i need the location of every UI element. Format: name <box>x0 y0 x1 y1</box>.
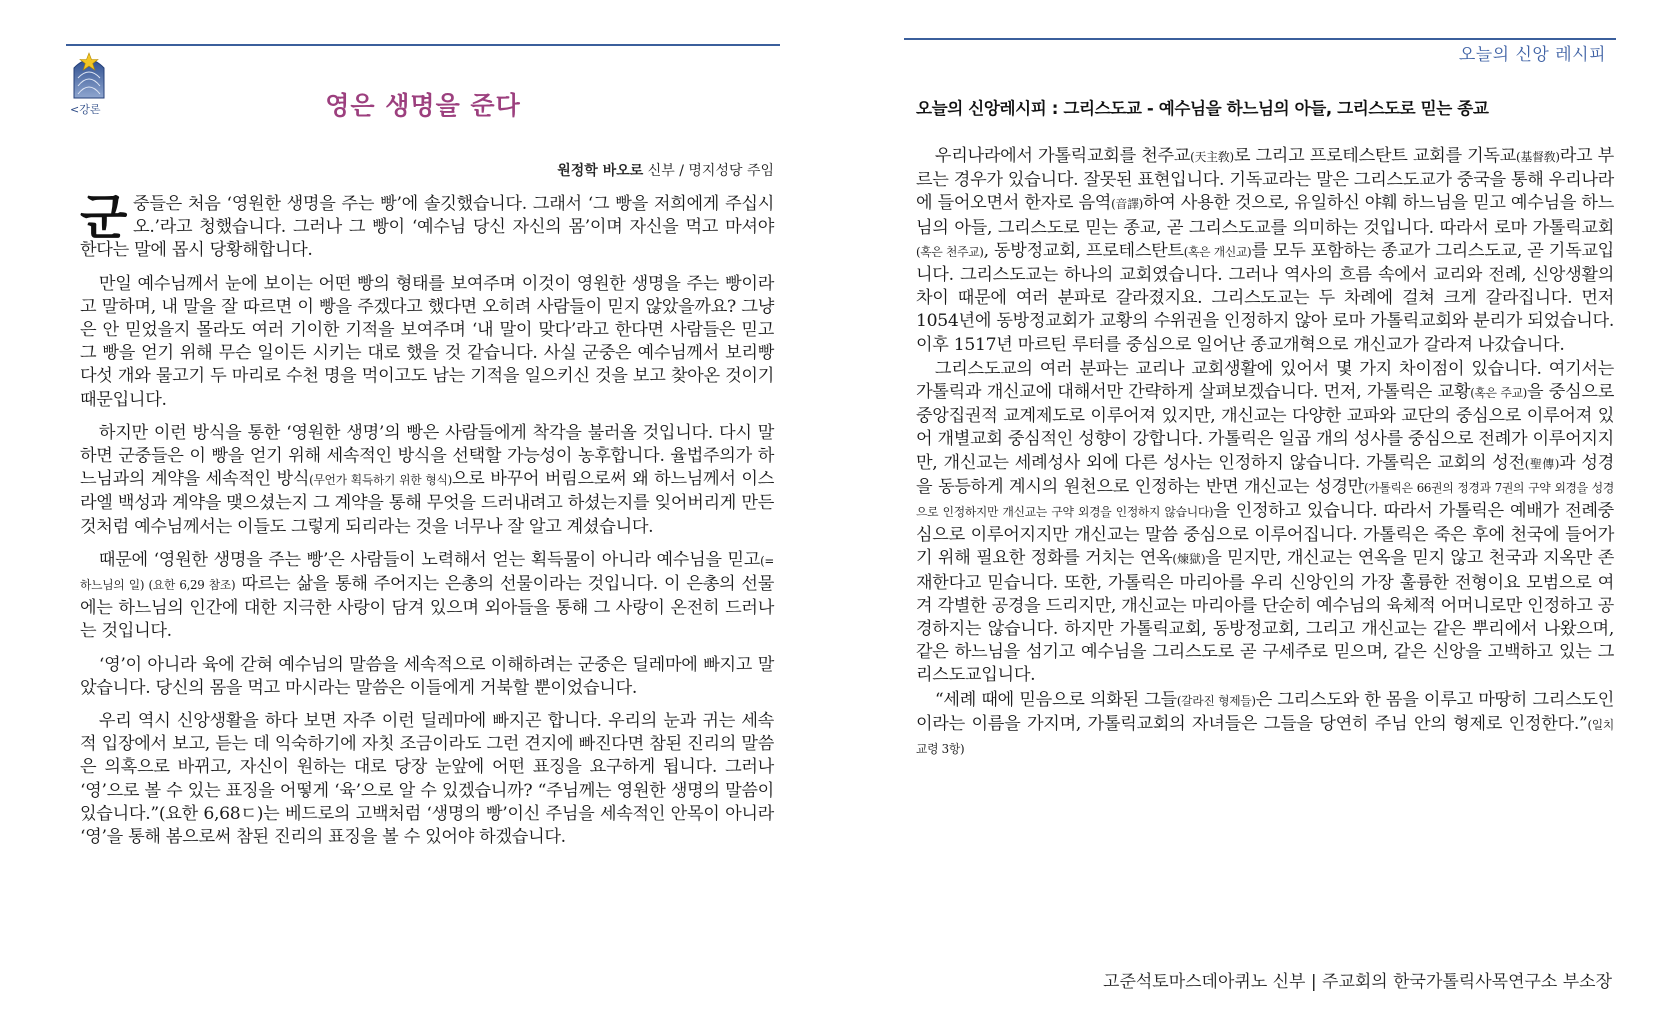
top-rule <box>66 44 780 46</box>
paragraph-6: 우리 역시 신앙생활을 하다 보면 자주 이런 딜레마에 빠지곤 합니다. 우리의 눈과 귀는 세속적 입장에서 보고, 듣는 데 익숙하기에 자칫 조금이라도 그런 견지에 빠진다면 참된 진리의 말씀은 의혹으로 바뀌고, 자신이 원하는 대로 당장 눈앞에 어떤 표징을 요구하게 됩니다. 그러나 ‘영’으로 볼 수 있는 표징을 어떻게 ‘육’으로 알 수 있겠습니까? “주님께는 영원한 생명의 말씀이 있습니다.”(요한 6,68ㄷ)는 베드로의 고백처럼 ‘생명의 빵’이신 주님을 세속적인 안목이 아니라 ‘영’을 통해 봄으로써 참된 진리의 표징을 볼 수 있어야 하겠습니다. <box>80 711 774 848</box>
drop-cap: 군 <box>80 188 128 246</box>
byline <box>557 160 774 180</box>
recipe-body <box>916 145 1614 762</box>
left-page <box>66 0 780 1020</box>
right-page <box>904 0 1616 1020</box>
paragraph-3-quote: “세례 때에 믿음으로 의화된 그들(갈라진 형제들)은 그리스도와 한 몸을 이루고 마땅히 그리스도인이라는 이름을 가지며, 가톨릭교회의 자녀들은 그들을 당연히 주님 안의 형제로 인정한다.”(일치 교령 3항) <box>916 689 1614 757</box>
paragraph-1: 우리나라에서 가톨릭교회를 천주교(天主敎)로 그리고 프로테스탄트 교회를 기독교(基督敎)라고 부르는 경우가 있습니다. 잘못된 표현입니다. 기독교라는 말은 그리스도교가 중국을 통해 우리나라에 들어오면서 한자로 음역(音譯)하여 사용한 것으로, 유일하신 야훼 하느님을 믿고 예수님을 하느님의 아들, 그리스도로 믿는 종교, 곧 그리스도교를 의미하는 것입니다. 따라서 로마 가톨릭교회(혹은 천주교), 동방정교회, 프로테스탄트(혹은 개신교)를 모두 포함하는 종교가 그리스도교, 곧 기독교입니다. 그리스도교는 하나의 교회였습니다. 그러나 역사의 흐름 속에서 교리와 전례, 신앙생활의 차이 때문에 여러 분파로 갈라졌지요. 그리스도교는 두 차례에 걸쳐 크게 갈라집니다. 먼저 1054년에 동방정교회가 교황의 수위권을 인정하지 않아 로마 가톨릭교회와 분리가 되었습니다. 이후 1517년 마르틴 루터를 중심으로 일어난 종교개혁으로 개신교가 갈라져 나갔습니다. <box>916 146 1614 355</box>
paragraph-4: 때문에 ‘영원한 생명을 주는 빵’은 사람들이 노력해서 얻는 획득물이 아니라 예수님을 믿고(=하느님의 일) (요한 6,29 참조) 따르는 삶을 통해 주어지는 은총의 선물이라는 것입니다. 이 은총의 선물에는 하느님의 인간에 대한 지극한 사랑이 담겨 있으며 외아들을 통해 그 사랑이 온전히 드러나는 것입니다. <box>80 549 775 642</box>
author-name: 원정학 바오로 <box>557 163 644 179</box>
section-label: <강론 <box>70 103 101 116</box>
paragraph-3: 하지만 이런 방식을 통한 ‘영원한 생명’의 빵은 사람들에게 착각을 불러올 것입니다. 다시 말하면 군중들은 이 빵을 얻기 위해 세속적인 방식을 선택할 가능성이 농후합니다. 율법주의가 하느님과의 계약을 세속적인 방식(무언가 획득하기 위한 형식)으로 바꾸어 버림으로써 왜 하느님께서 이스라엘 백성과 계약을 맺으셨는지 그 계약을 통해 무엇을 드러내려고 하셨는지를 잊어버리게 만든 것처럼 예수님께서는 이들도 그렇게 되리라는 것을 너무나 잘 알고 계셨습니다. <box>80 422 774 537</box>
author-role: 신부 / 명지성당 주임 <box>643 163 774 179</box>
homily-body <box>80 188 775 859</box>
recipe-title: 오늘의 신앙레시피 : 그리스도교 - 예수님을 하느님의 아들, 그리스도로 믿는 종교 <box>916 99 1489 118</box>
paragraph-5: ‘영’이 아니라 육에 갇혀 예수님의 말씀을 세속적으로 이해하려는 군중은 딜레마에 빠지고 말았습니다. 당신의 몸을 먹고 마시라는 말씀은 이들에게 거북할 뿐이었습니다. <box>80 654 774 698</box>
series-header: 오늘의 신앙 레시피 <box>1458 45 1606 65</box>
paragraph-1: 군중들은 처음 ‘영원한 생명을 주는 빵’에 솔깃했습니다. 그래서 ‘그 빵을 저희에게 주십시오.’라고 청했습니다. 그러나 그 빵이 ‘예수님 당신 자신의 몸’이며 자신을 먹고 마셔야 한다는 말에 몹시 당황해합니다. <box>80 188 774 261</box>
article-title: 영은 생명을 준다 <box>325 91 521 120</box>
paragraph-2: 만일 예수님께서 눈에 보이는 어떤 빵의 형태를 보여주며 이것이 영원한 생명을 주는 빵이라고 말하며, 내 말을 잘 따르면 이 빵을 주겠다고 했다면 오히려 사람들이 믿지 않았을까요? 그냥은 안 믿었을지 몰라도 여러 기이한 기적을 보여주며 ‘내 말이 맞다’라고 한다면 사람들은 믿고 그 빵을 얻기 위해 무슨 일이든 시키는 대로 했을 것 같습니다. 사실 군중은 예수님께서 보리빵 다섯 개와 물고기 두 마리로 수천 명을 먹이고도 남는 기적을 일으키신 것을 보고 찾아온 것이기 때문입니다. <box>80 273 774 410</box>
author-signature: 고준석토마스데아퀴노 신부 | 주교회의 한국가톨릭사목연구소 부소장 <box>1103 972 1612 992</box>
paragraph-2: 그리스도교의 여러 분파는 교리나 교회생활에 있어서 몇 가지 차이점이 있습니다. 여기서는 가톨릭과 개신교에 대해서만 간략하게 살펴보겠습니다. 먼저, 가톨릭은 교황(혹은 주교)을 중심으로 중앙집권적 교계제도로 이루어져 있지만, 개신교는 다양한 교파와 교단의 중심으로 이루어져 있어 개별교회 중심적인 성향이 강합니다. 가톨릭은 일곱 개의 성사를 중심으로 전례가 이루어지지만, 개신교는 세례성사 외에 다른 성사는 인정하지 않습니다. 가톨릭은 교회의 성전(聖傳)과 성경을 동등하게 계시의 원천으로 인정하는 반면 개신교는 성경만(가톨릭은 66권의 정경과 7권의 구약 외경을 성경으로 인정하지만 개신교는 구약 외경을 인정하지 않습니다)을 인정하고 있습니다. 따라서 가톨릭은 예배가 전례중심으로 이루어지지만 개신교는 말씀 중심으로 이루어집니다. 가톨릭은 죽은 후에 천국에 들어가기 위해 필요한 정화를 거치는 연옥(煉獄)을 믿지만, 개신교는 연옥을 믿지 않고 천국과 지옥만 존재한다고 믿습니다. 또한, 가톨릭은 마리아를 우리 신앙인의 가장 훌륭한 전형이요 모범으로 여겨 각별한 공경을 드리지만, 개신교는 마리아를 단순히 예수님의 육체적 어머니로만 인정하고 공경하지는 않습니다. 하지만 가톨릭교회, 동방정교회, 그리고 개신교는 같은 뿌리에서 나왔으며, 같은 하느님을 섬기고 예수님을 그리스도로 곧 구세주로 믿으며, 같은 신앙을 고백하고 있는 그리스도교입니다. <box>916 358 1615 686</box>
